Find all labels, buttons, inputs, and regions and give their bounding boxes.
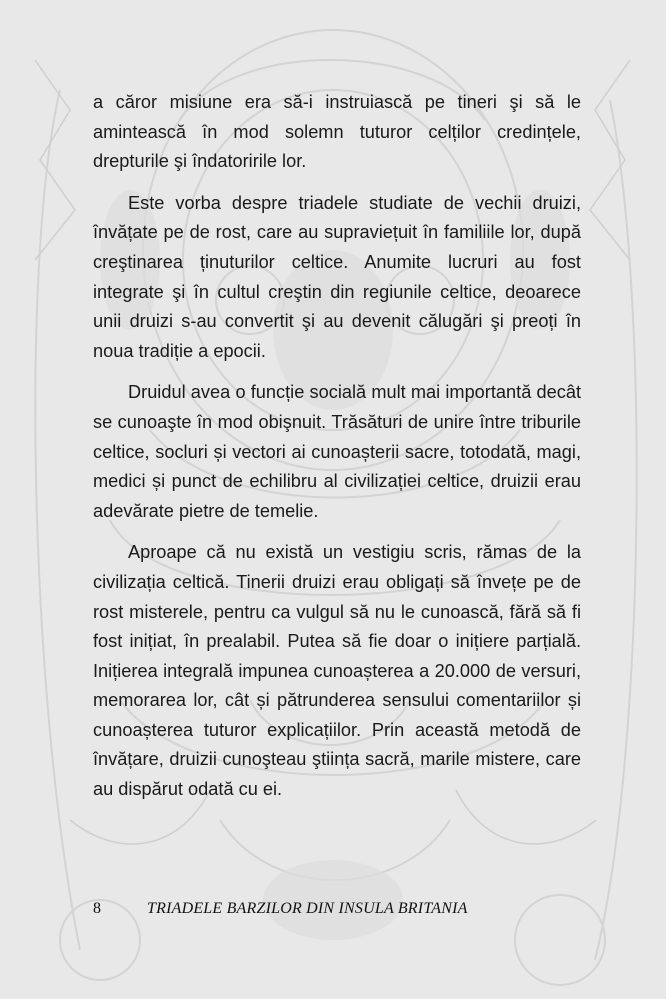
paragraph-3: Druidul avea o funcție socială mult mai importantă decât se cunoaşte în mod obişnuit. Trăsături de unire între triburile celtice, socluri și vectori ai cunoașterii sacre, totodată, magi, medici și punct de echilibru al civilizației celtice, druizii erau adevărate pietre de temelie.: [93, 382, 581, 521]
paragraph-4: Aproape că nu există un vestigiu scris, rămas de la civilizația celtică. Tinerii druizi erau obligați să învețe pe de rost misterele, pentru ca vulgul să nu le cunoască, fără să fi fost inițiat, în prealabil. Putea să fie doar o inițiere parțială. Inițierea integrală impunea cunoașterea a 20.000 de versuri, memorarea lor, cât și pătrunderea sensului comentariilor și cunoașterea tuturor explicațiilor. Prin această metodă de învățare, druizii cunoşteau ştiința sacră, marile mistere, care au dispărut odată cu ei.: [93, 542, 581, 800]
page-number: 8: [93, 900, 101, 917]
paragraph-1: a căror misiune era să-i instruiască pe tineri şi să le amintească în mod solemn tuturor celților credințele, drepturile şi îndatoririle lor.: [93, 92, 581, 172]
paragraph-2: Este vorba despre triadele studiate de vechii druizi, învățate pe de rost, care au supraviețuit în familiile lor, după creştinarea ținuturilor celtice. Anumite lucruri au fost integrate şi în cultul creştin din regiunile celtice, deoarece unii druizi s-au convertit şi au devenit călugări şi preoți în noua tradiție a epocii.: [93, 192, 581, 361]
page-footer: [93, 900, 581, 918]
running-title: TRIADELE BARZILOR DIN INSULA BRITANIA: [147, 900, 468, 917]
body-text: [93, 88, 581, 817]
